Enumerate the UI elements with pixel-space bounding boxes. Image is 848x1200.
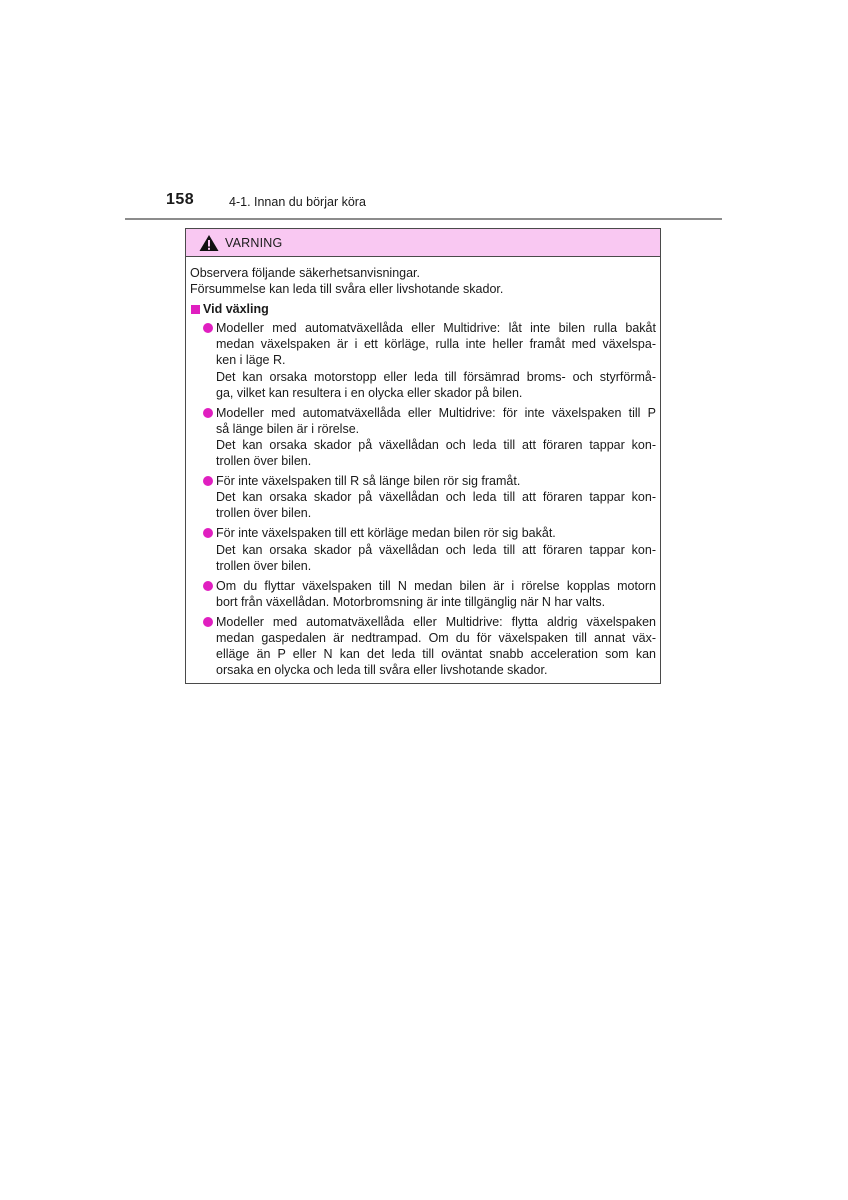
- list-item-line: elläge än P eller N kan det leda till oväntat snabb acceleration som kan: [216, 647, 656, 662]
- warning-list: [190, 320, 656, 678]
- subheading-label: Vid växling: [203, 302, 269, 317]
- list-item-text: [216, 525, 656, 573]
- warning-header: [186, 229, 660, 257]
- subheading: [190, 301, 656, 317]
- list-item-line: trollen över bilen.: [216, 454, 312, 469]
- list-item-line: För inte växelspaken till ett körläge medan bilen rör sig bakåt.: [216, 526, 556, 541]
- list-item-line: orsaka en olycka och leda till svåra eller livshotande skador.: [216, 663, 548, 678]
- list-item-line: bort från växellådan. Motorbromsning är inte tillgänglig när N har valts.: [216, 594, 606, 609]
- warning-box: [185, 228, 661, 684]
- list-item-line: medan växelspaken är i ett körläge, rulla inte heller framåt med växelspa-: [216, 337, 656, 352]
- list-item: [203, 320, 656, 400]
- list-item-line: Det kan orsaka motorstopp eller leda till försämrad broms- och styrförmå-: [216, 369, 656, 384]
- list-item-line: Det kan orsaka skador på växellådan och leda till att föraren tappar kon-: [216, 490, 656, 505]
- list-item: [203, 473, 656, 521]
- intro-line: Observera följande säkerhetsanvisningar.: [190, 266, 420, 280]
- list-item-text: [216, 320, 656, 400]
- warning-title: VARNING: [225, 235, 283, 250]
- list-item-text: [216, 614, 656, 678]
- list-item-line: Modeller med automatväxellåda eller Multidrive: låt inte bilen rulla bakåt: [216, 321, 656, 336]
- bullet-dot-icon: [203, 476, 213, 486]
- bullet-dot-icon: [203, 323, 213, 333]
- list-item-line: trollen över bilen.: [216, 506, 312, 521]
- list-item-line: Det kan orsaka skador på växellådan och leda till att föraren tappar kon-: [216, 437, 656, 452]
- list-item-line: ga, vilket kan resultera i en olycka eller skador på bilen.: [216, 385, 523, 400]
- warning-body: [186, 257, 660, 678]
- list-item: [203, 578, 656, 610]
- bullet-dot-icon: [203, 617, 213, 627]
- list-item-text: [216, 405, 656, 469]
- list-item: [203, 405, 656, 469]
- list-item-line: så länge bilen är i rörelse.: [216, 421, 360, 436]
- list-item-line: Modeller med automatväxellåda eller Multidrive: för inte växelspaken till P: [216, 405, 656, 420]
- list-item-line: trollen över bilen.: [216, 558, 312, 573]
- bullet-dot-icon: [203, 581, 213, 591]
- page-header: [125, 190, 722, 220]
- warning-triangle-icon: [199, 234, 219, 252]
- list-item-line: ken i läge R.: [216, 353, 286, 368]
- bullet-dot-icon: [203, 528, 213, 538]
- list-item-line: Det kan orsaka skador på växellådan och leda till att föraren tappar kon-: [216, 542, 656, 557]
- list-item-text: [216, 473, 656, 521]
- list-item: [203, 614, 656, 678]
- page-number: 158: [166, 191, 195, 208]
- square-bullet-icon: [191, 305, 200, 314]
- bullet-dot-icon: [203, 408, 213, 418]
- list-item-line: För inte växelspaken till R så länge bilen rör sig framåt.: [216, 474, 521, 489]
- list-item-line: Om du flyttar växelspaken till N medan bilen är i rörelse kopplas motorn: [216, 578, 656, 593]
- list-item-text: [216, 578, 656, 610]
- list-item-line: Modeller med automatväxellåda eller Multidrive: flytta aldrig växelspaken: [216, 614, 656, 629]
- list-item-line: medan gaspedalen är nedtrampad. Om du för växelspaken till annat väx-: [216, 630, 656, 645]
- intro-line: Försummelse kan leda till svåra eller livshotande skador.: [190, 282, 504, 297]
- list-item: [203, 525, 656, 573]
- section-title: 4-1. Innan du börjar köra: [229, 195, 366, 209]
